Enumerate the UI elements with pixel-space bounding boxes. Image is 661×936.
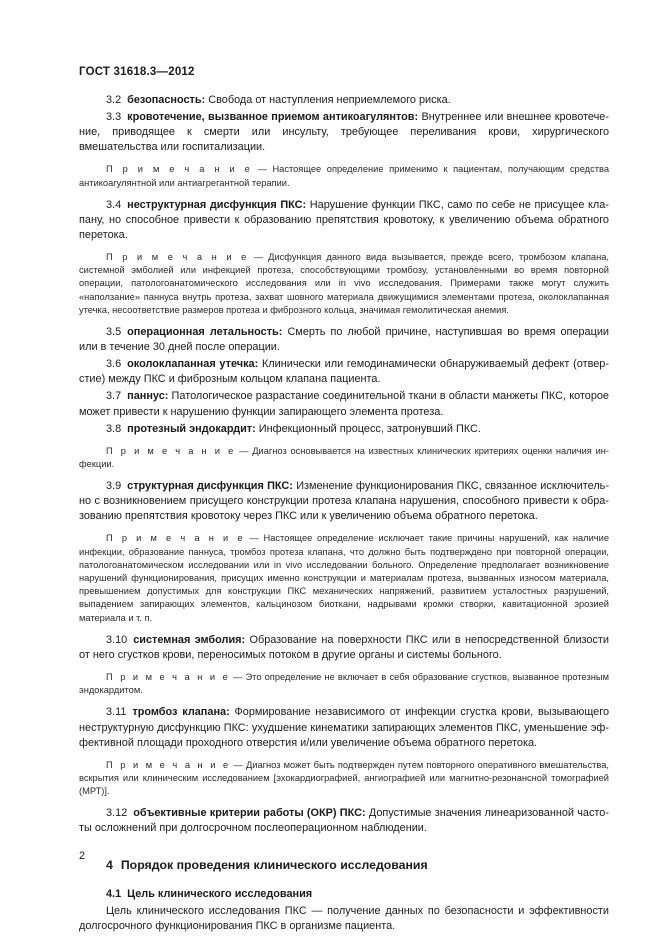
note-label: П р и м е ч а н и е [106,164,253,175]
document-body [79,93,609,934]
subsection-number: 4.1 [106,887,122,900]
section-title: Порядок проведения клинического исследования [120,857,428,872]
defined-term: протезный эндокардит: [127,422,256,435]
note-label: П р и м е ч а н и е [106,759,231,770]
definition-text: Патологическое разрастание соединительной ткани в области манжеты ПКС, которое может привести к нарушению функции запирающего элемента протеза. [79,390,609,418]
defined-term: кровотечение, вызванное приемом антикоагулянтов: [127,111,419,124]
note-text: — Дисфункция данного вида вызывается, прежде всего, тромбозом клапана, системной эмболией или инфекцией протеза, способствующими тромбозу, установленными во время повторной операции, патологоанатомического исследования или in vivo исследования. Примерами также могут служить «наползание» паннуса внутрь протеза, захват шовного материала движущимися элементами протеза, околоклапанная утечка, несоответствие размеров протеза и фиброзного кольца, значимая гемолитическая анемия. [79,252,609,315]
clause-number: 3.2 [106,94,122,106]
definition-paragraph [79,93,609,108]
defined-term: паннус: [127,390,169,403]
defined-term: безопасность: [127,94,206,106]
clause-number: 3.5 [106,326,122,339]
definition-text: Изменение функционирования ПКС, связанное исключительно с возникновением присущего конструкции протеза клапана нарушения, способного привести к образованию препятствия кровотоку через ПКС или к увеличению объема обратного перетока. [79,480,609,523]
definition-paragraph [79,389,609,419]
section-body-text: Цель клинического исследования ПКС — получение данных по безопасности и эффективности долгосрочного функционирования ПКС в организме пациента. [79,904,609,932]
defined-term: околоклапанная утечка: [127,358,259,371]
note-paragraph [79,759,609,799]
clause-number: 3.3 [106,111,122,124]
definition-paragraph [79,110,609,155]
definition-text: Образование на поверхности ПКС или в непосредственной близости от него сгустков крови, переносимых потоком в другие органы и системы больного. [79,633,609,661]
note-text: — Диагноз может быть подтвержден путем повторного оперативного вмешательства, вскрытия или клиническим исследованием [эхокардиографией, ангиографией или магнитно-резонансной томографией (МРТ)]. [79,759,609,797]
defined-term: тромбоз клапана: [132,706,230,719]
note-text: — Настоящее определение применимо к пациентам, получающим средства антикоагулянтной или антиагрегантной терапии. [79,164,609,188]
note-paragraph [79,671,609,697]
defined-term: неструктурная дисфункция ПКС: [127,198,307,211]
definition-paragraph [79,325,609,355]
clause-number: 3.8 [106,422,122,435]
note-paragraph [79,532,609,624]
page-number: 2 [79,850,86,862]
note-paragraph [79,163,609,189]
definition-text: Клинически или гемодинамически обнаруживаемый дефект (отверстие) между ПКС и фиброзным кольцом клапана пациента. [79,358,609,386]
subsection-title: Цель клинического исследования [127,887,313,900]
subsection-heading [79,887,609,902]
section-number: 4 [106,857,113,872]
clause-number: 3.12 [106,807,128,820]
definition-text: Нарушение функции ПКС, само по себе не присущее клапану, но способное привести к образованию препятствия кровотоку, к увеличению объема обратного перетока. [79,198,609,241]
note-paragraph [79,251,609,317]
clause-number: 3.9 [106,480,122,493]
defined-term: объективные критерии работы (ОКР) ПКС: [133,807,366,820]
clause-number: 3.6 [106,358,122,371]
clause-number: 3.10 [106,633,128,646]
note-text: — Настоящее определение исключает такие причины нарушений, как наличие инфекции, образование паннуса, тромбоз протеза клапана, что должно быть подтверждено при повторной операции, патологоанатомическом исследовании или in vivo исследовании больного. Определение предполагает возникновение нарушений функционирования, присущих именно конструкции и материалам протеза, вызванных износом материала, превышением допустимых для конструкции ПКС механических напряжений, развитием усталостных разрушений, выпадением запирающих элементов, кальцинозом биоткани, надрывами кромки створки, кавитационной эрозией материала и т. п. [79,533,610,623]
note-label: П р и м е ч а н и е [106,672,230,683]
defined-term: системная эмболия: [133,633,246,646]
definition-text: Внутреннее или внешнее кровотечение, приводящее к смерти или инсульту, требующее переливания крови, хирургического вмешательства или госпитализации. [79,111,610,154]
definition-paragraph [79,806,609,836]
defined-term: операционная летальность: [127,326,283,339]
note-text: — Диагноз основывается на известных клинических критериях оценки наличия инфекции. [79,445,610,469]
note-paragraph [79,445,609,471]
definition-text: Свобода от наступления неприемлемого риска. [205,94,451,106]
definition-paragraph [79,479,609,524]
defined-term: структурная дисфункция ПКС: [127,480,293,493]
definition-text: Формирование независимого от инфекции сгустка крови, вызывающего неструктурную дисфункцию ПКС: ухудшение кинематики запирающих элементов ПКС, уменьшение эффективной площади проходного отверстия и/или увеличение объема обратного перетока. [79,706,609,749]
section-heading [79,857,609,873]
note-text: — Это определение не включает в себя образование сгустков, вызванное протезным эндокардитом. [79,672,609,696]
note-label: П р и м е ч а н и е [106,533,245,544]
clause-number: 3.4 [106,198,122,211]
clause-number: 3.11 [106,706,127,719]
definition-paragraph [79,198,609,243]
definition-paragraph [79,357,609,387]
definition-text: Инфекционный процесс, затронувший ПКС. [255,422,481,435]
definition-text: Допустимые значения линеаризованной частоты осложнений при долгосрочном послеоперационном наблюдении. [79,807,609,835]
note-label: П р и м е ч а н и е [106,252,249,263]
clause-number: 3.7 [106,390,122,403]
definition-paragraph [79,633,609,663]
note-label: П р и м е ч а н и е [106,445,236,456]
definition-paragraph [79,705,609,750]
standard-header: ГОСТ 31618.3—2012 [79,66,195,78]
definition-paragraph [79,422,609,437]
definition-text: Смерть по любой причине, наступившая во время операции или в течение 30 дней после операции. [79,326,609,354]
